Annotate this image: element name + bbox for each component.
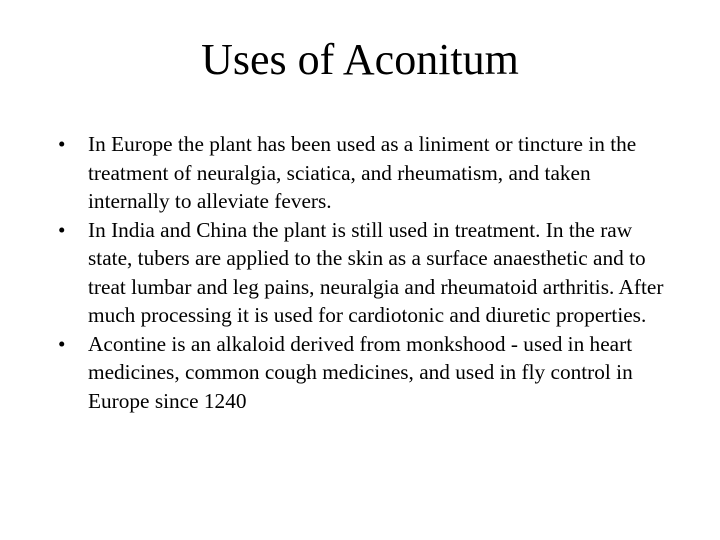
bullet-icon: • [58, 331, 66, 356]
bullet-item [54, 330, 674, 416]
bullet-item [54, 130, 674, 216]
bullet-text: Acontine is an alkaloid derived from monkshood - used in heart medicines, common cough medicines, and used in fly control in Europe since 1240 [88, 331, 633, 413]
bullet-item [54, 216, 674, 330]
bullet-icon: • [58, 217, 66, 242]
bullet-text: In India and China the plant is still used in treatment. In the raw state, tubers are applied to the skin as a surface anaesthetic and to treat lumbar and leg pains, neuralgia and rheumatoid arthritis. After much processing it is used for cardiotonic and diuretic properties. [88, 217, 664, 327]
bullet-list [54, 130, 674, 415]
bullet-text: In Europe the plant has been used as a liniment or tincture in the treatment of neuralgia, sciatica, and rheumatism, and taken internally to alleviate fevers. [88, 132, 637, 213]
bullet-icon: • [58, 132, 66, 156]
slide-title: Uses of Aconitum [201, 35, 519, 84]
